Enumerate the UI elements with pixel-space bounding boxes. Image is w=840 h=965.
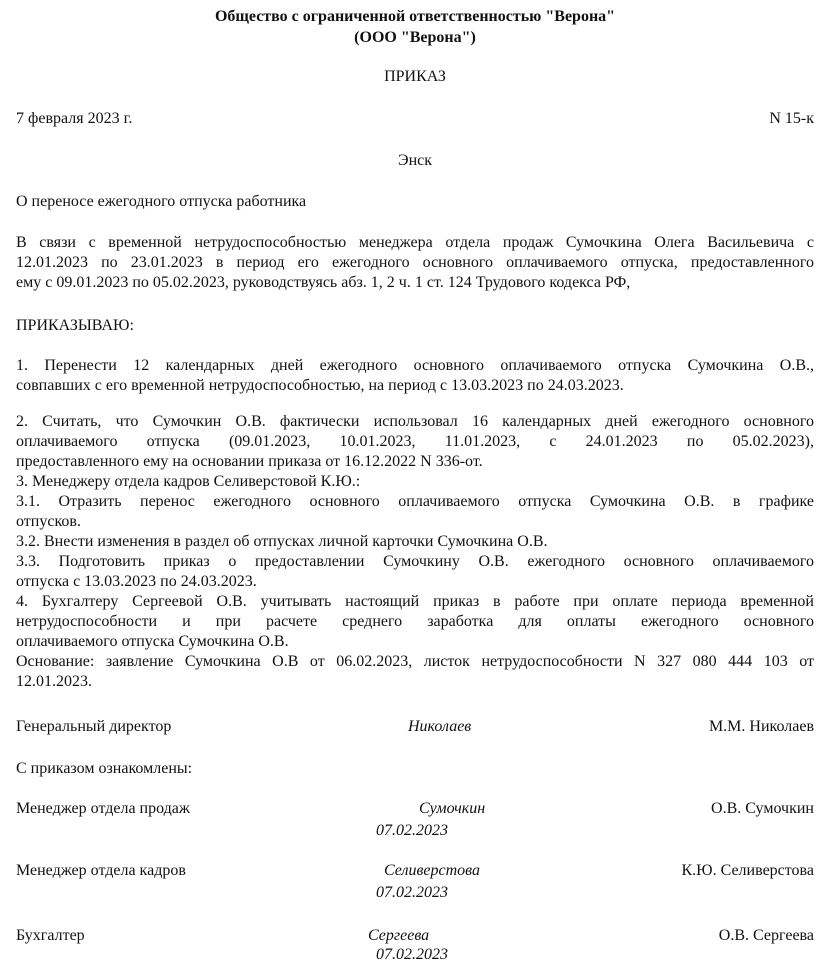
org-short-name: (ООО "Верона") [354,29,476,46]
signer-row [16,861,814,883]
text-line: В связи с временной нетрудоспособностью менеджера отдела продаж Сумочкина Олега Васильевича с [16,234,814,251]
director-signature-row [16,717,814,739]
org-full-name: Общество с ограниченной ответственностью "Верона" [214,8,616,25]
document-type: ПРИКАЗ [384,68,446,85]
director-name: М.М. Николаев [708,718,814,735]
city: Энск [398,152,432,169]
text-line: нетрудоспособности и при расчете среднего заработка для оплаты ежегодного основного [16,613,814,630]
text-line: оплачиваемого отпуска Сумочкина О.В. [16,633,289,650]
date-number-row [16,109,814,129]
signer-name: К.Ю. Селиверстова [681,862,814,879]
text-line: 3. Менеджеру отдела кадров Селиверстовой К.Ю.: [16,473,361,490]
director-signature: Николаев [408,718,472,735]
signer-signature: Селиверстова [384,862,480,879]
order-body [16,412,814,692]
text-line: 3.3. Подготовить приказ о предоставлении Сумочкину О.В. ежегодного основного оплачиваемого [16,553,814,570]
text-line: Основание: заявление Сумочкина О.В от 06.02.2023, листок нетрудоспособности N 327 080 444 103 от [16,653,814,670]
signer-name: О.В. Сумочкин [711,800,814,817]
text-line: ему с 09.01.2023 по 05.02.2023, руководствуясь абз. 1, 2 ч. 1 ст. 124 Трудового кодекса РФ, [16,274,631,291]
signer-signature: Сергеева [368,927,430,944]
text-line: отпуска с 13.03.2023 по 24.03.2023. [16,573,257,590]
text-line: 4. Бухгалтеру Сергеевой О.В. учитывать настоящий приказ в работе при оплате периода временной [16,593,814,610]
signer-date: 07.02.2023 [376,822,448,839]
order-date: 7 февраля 2023 г. [16,110,133,127]
order-word: ПРИКАЗЫВАЮ: [16,317,134,334]
signer-position: Менеджер отдела кадров [16,862,186,879]
signer-name: О.В. Сергеева [718,927,814,944]
preamble [16,233,814,293]
text-line: 3.1. Отразить перенос ежегодного основного оплачиваемого отпуска Сумочкина О.В. в графике [16,493,814,510]
order-subject: О переносе ежегодного отпуска работника [16,193,307,210]
signer-signature: Сумочкин [419,800,486,817]
signer-position: Менеджер отдела продаж [16,800,190,817]
text-line: предоставленного ему на основании приказа от 16.12.2022 N 336-от. [16,453,483,470]
text-line: 12.01.2023 по 23.01.2023 в период его ежегодного основного оплачиваемого отпуска, предоставленного [16,254,814,271]
order-number: N 15-к [769,110,814,127]
text-line: 12.01.2023. [16,673,92,690]
text-line: совпавших с его временной нетрудоспособностью, на период с 13.03.2023 по 24.03.2023. [16,377,624,394]
text-line: 1. Перенести 12 календарных дней ежегодного основного оплачиваемого отпуска Сумочкина О.В., [16,357,814,374]
signer-date: 07.02.2023 [376,946,448,963]
signer-position: Бухгалтер [16,927,85,944]
acquainted-label: С приказом ознакомлены: [16,760,193,777]
text-line: 2. Считать, что Сумочкин О.В. фактически использовал 16 календарных дней ежегодного основного [16,413,814,430]
signer-row [16,799,814,821]
director-position: Генеральный директор [16,718,172,735]
text-line: отпусков. [16,513,81,530]
text-line: 3.2. Внести изменения в раздел об отпусках личной карточки Сумочкина О.В. [16,533,548,550]
signer-date: 07.02.2023 [376,884,448,901]
text-line: оплачиваемого отпуска (09.01.2023, 10.01.2023, 11.01.2023, с 24.01.2023 по 05.02.2023), [16,433,814,450]
order-item-1 [16,356,814,396]
